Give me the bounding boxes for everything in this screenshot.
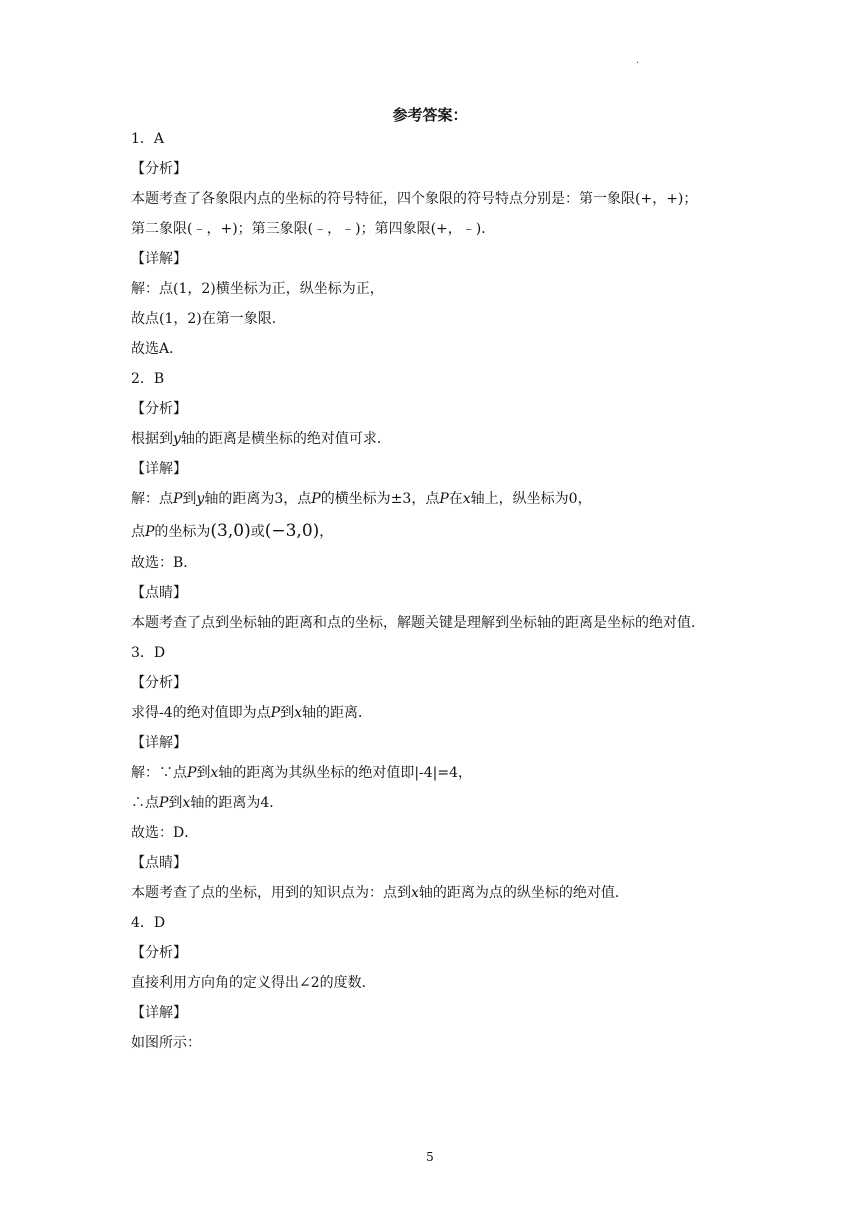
q1-analysis-line: 第二象限(﹣，+)；第三象限(﹣，﹣)；第四象限(+，﹣)．: [131, 221, 496, 237]
variable-p: P: [311, 491, 321, 507]
coordinate-pair: (3,0): [210, 521, 251, 541]
q3-comment: 本题考查了点的坐标，用到的知识点为：点到x轴的距离为点的纵坐标的绝对值．: [131, 885, 629, 901]
q3-detail-heading: 【详解】: [131, 735, 187, 751]
q2-analysis-heading: 【分析】: [131, 401, 187, 417]
variable-y: y: [196, 491, 205, 507]
q4-analysis-heading: 【分析】: [131, 945, 187, 961]
variable-p: P: [159, 795, 169, 811]
q1-answer: 1．A: [131, 131, 165, 147]
variable-p: P: [270, 705, 281, 721]
q1-analysis-heading: 【分析】: [131, 161, 187, 177]
q2-comment: 本题考查了点到坐标轴的距离和点的坐标，解题关键是理解到坐标轴的距离是坐标的绝对值．: [131, 615, 705, 631]
variable-x: x: [182, 795, 191, 811]
q2-detail-line: 解：点P到y轴的距离为3，点P的横坐标为±3，点P在x轴上，纵坐标为0，: [131, 491, 592, 507]
q3-conclusion: 故选：D．: [131, 825, 199, 841]
q3-detail-line: 解：∵点P到x轴的距离为其纵坐标的绝对值即|-4|=4，: [131, 765, 473, 781]
q2-comment-heading: 【点睛】: [131, 585, 187, 601]
q1-detail-line: 故点(1，2)在第一象限．: [131, 311, 286, 327]
variable-x: x: [411, 885, 419, 901]
q2-detail-heading: 【详解】: [131, 461, 187, 477]
q2-conclusion: 故选：B．: [131, 555, 198, 571]
page-title: 参考答案：: [392, 106, 468, 124]
q1-analysis-line: 本题考查了各象限内点的坐标的符号特征，四个象限的符号特点分别是：第一象限(+，+)；: [131, 191, 698, 207]
q3-comment-heading: 【点睛】: [131, 855, 187, 871]
q4-answer: 4．D: [131, 915, 166, 931]
q1-conclusion: 故选A．: [131, 341, 184, 357]
answer-content: [131, 124, 731, 1058]
q4-detail-line: 如图所示：: [131, 1035, 201, 1051]
q3-analysis-line: 求得-4的绝对值即为点P到x轴的距离．: [131, 705, 372, 721]
page-number: 5: [426, 1150, 434, 1164]
variable-p: P: [145, 524, 155, 540]
variable-p: P: [173, 491, 183, 507]
variable-x: x: [462, 491, 471, 507]
q3-analysis-heading: 【分析】: [131, 675, 187, 691]
variable-x: x: [294, 705, 302, 721]
q2-analysis-line: 根据到y轴的距离是横坐标的绝对值可求．: [131, 431, 391, 447]
q3-answer: 3．D: [131, 645, 166, 661]
variable-y: y: [173, 431, 181, 447]
variable-x: x: [210, 765, 219, 781]
q2-detail-line: 点P的坐标为(3,0)或(−3,0)，: [131, 521, 334, 541]
q2-answer: 2．B: [131, 371, 165, 387]
q4-analysis-line: 直接利用方向角的定义得出∠2的度数．: [131, 975, 376, 991]
q3-detail-line: ∴点P到x轴的距离为4．: [131, 795, 284, 811]
header-mark: .: [636, 55, 640, 66]
variable-p: P: [439, 491, 449, 507]
q4-detail-heading: 【详解】: [131, 1005, 187, 1021]
variable-p: P: [187, 765, 197, 781]
coordinate-pair: (−3,0): [264, 521, 320, 541]
q1-detail-heading: 【详解】: [131, 251, 187, 267]
q1-detail-line: 解：点(1，2)横坐标为正，纵坐标为正，: [131, 281, 384, 297]
